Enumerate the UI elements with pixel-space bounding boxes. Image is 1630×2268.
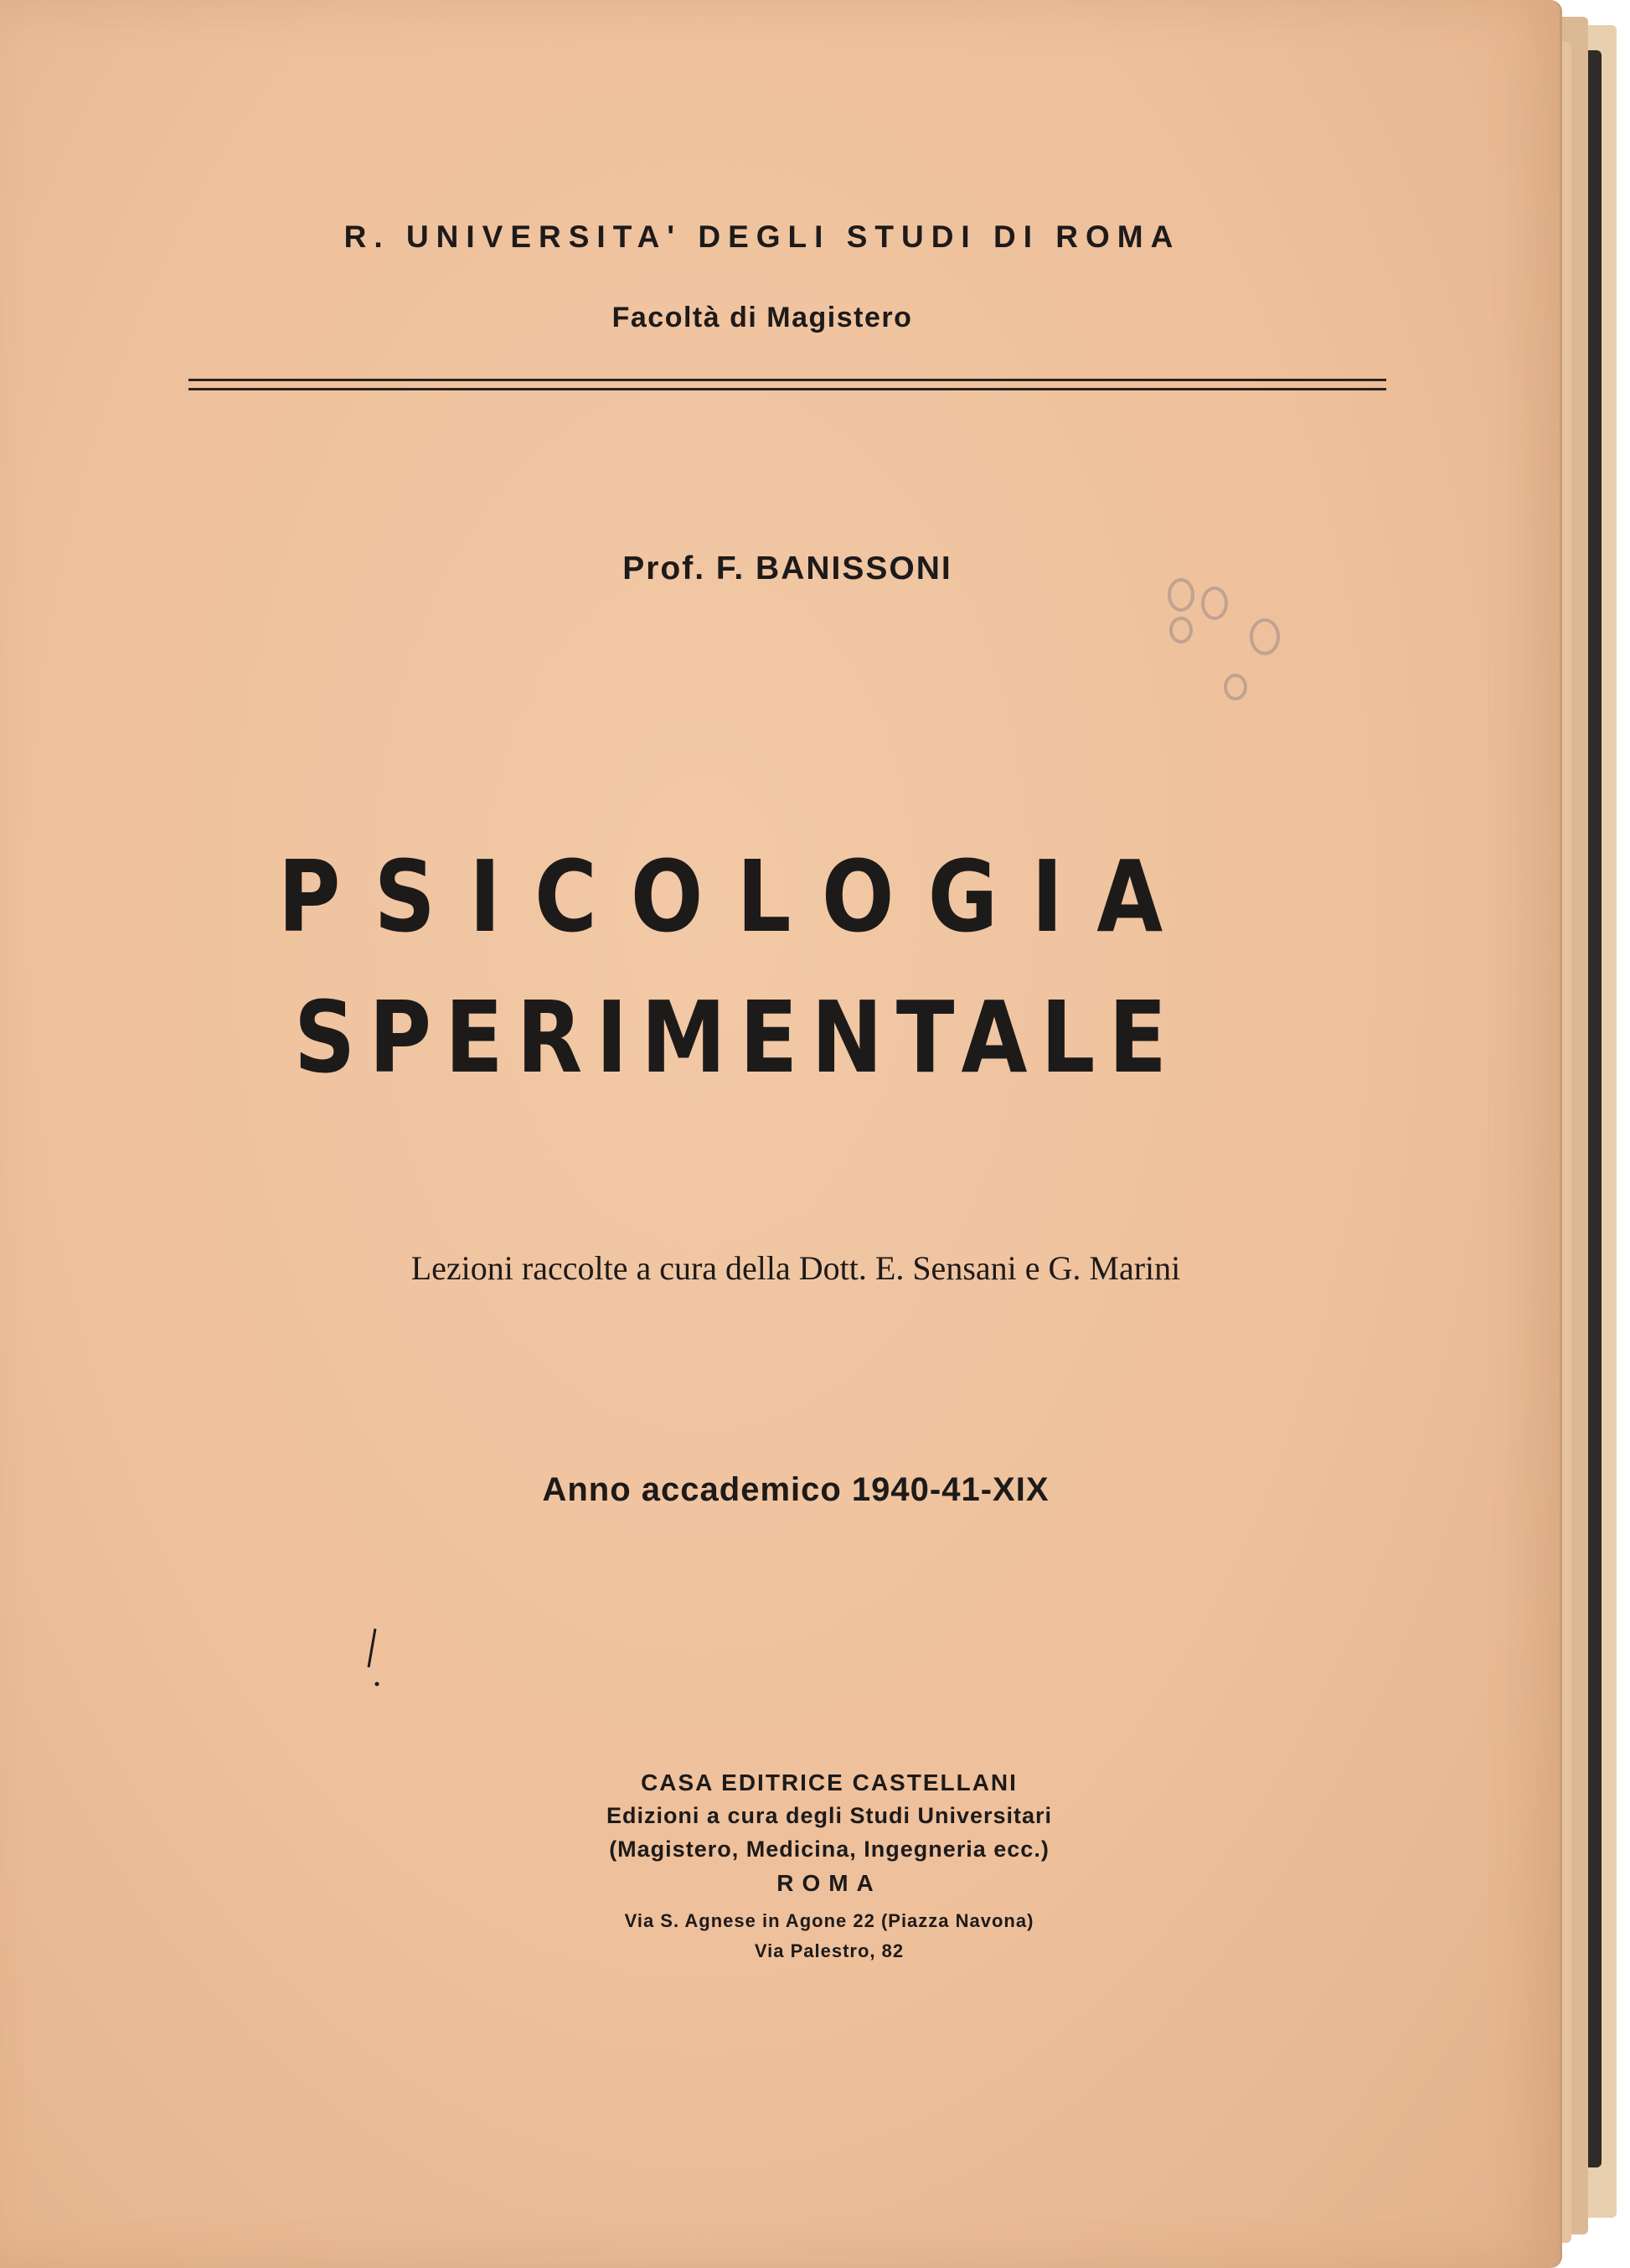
publisher-city: ROMA [776, 1870, 882, 1896]
faculty-heading: Facoltà di Magistero [611, 302, 913, 333]
publisher-address: Via Palestro, 82 [754, 1940, 905, 1961]
academic-year: Anno accademico 1940-41-XIX [542, 1471, 1050, 1508]
divider-rule [188, 379, 1386, 381]
publisher-address: Via S. Agnese in Agone 22 (Piazza Navona) [624, 1910, 1034, 1931]
subtitle: Lezioni raccolte a cura della Dott. E. Sensani e G. Marini [410, 1249, 1181, 1287]
publisher-line: (Magistero, Medicina, Ingegneria ecc.) [609, 1837, 1050, 1862]
book-title-line-2: SPERIMENTALE [293, 981, 1181, 1096]
publisher-line: Edizioni a cura degli Studi Universitari [606, 1803, 1053, 1828]
divider-rule [188, 388, 1386, 390]
publisher-name: CASA EDITRICE CASTELLANI [641, 1769, 1018, 1795]
ink-mark [352, 1625, 402, 1692]
book-title-line-1: PSICOLOGIA [277, 840, 1197, 955]
pencil-annotation [1156, 578, 1307, 712]
author-name: Prof. F. BANISSONI [622, 550, 952, 586]
institution-heading: R. UNIVERSITA' DEGLI STUDI DI ROMA [343, 220, 1181, 254]
